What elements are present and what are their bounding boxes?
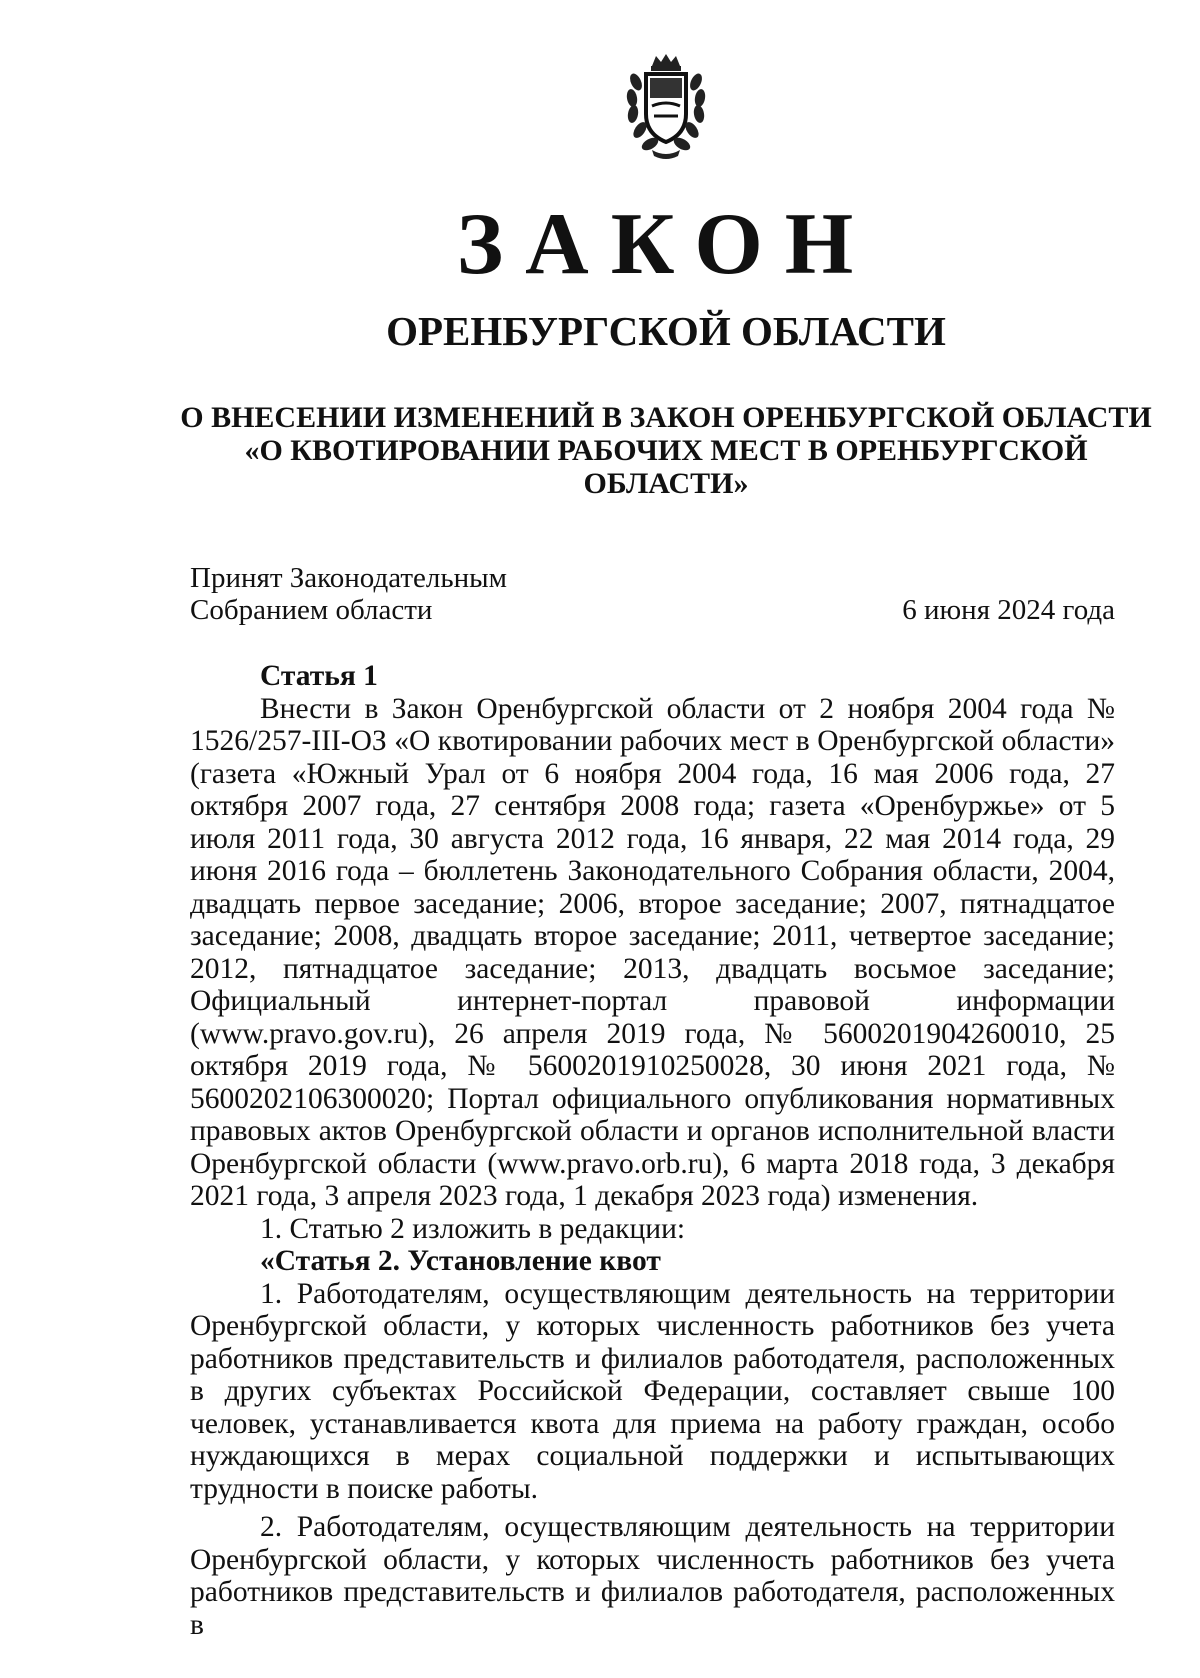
article-heading: Статья 1 [260, 660, 378, 692]
document-body [190, 660, 1115, 1641]
law-heading-line: «О КВОТИРОВАНИИ РАБОЧИХ МЕСТ В ОРЕНБУРГСКОЙ [244, 434, 1088, 467]
amendment-item: 1. Статью 2 изложить в редакции: [260, 1212, 686, 1245]
adoption-line: Принят Законодательным [190, 562, 507, 594]
article-intro-paragraph: Внести в Закон Оренбургской области от 2 ноября 2004 года № 1526/257-III-ОЗ «О квотировании рабочих мест в Оренбургской области» (газета «Южный Урал от 6 ноября 2004 года, 16 мая 2006 года, 27 октября 2007 года, 27 сентября 2008 года; газета «Оренбуржье» от 5 июля 2011 года, 30 августа 2012 года, 16 января, 22 мая 2014 года, 29 июня 2016 года – бюллетень Законодательного Собрания области, 2004, двадцать первое заседание; 2006, второе заседание; 2007, пятнадцатое заседание; 2008, двадцать второе заседание; 2011, четвертое заседание; 2012, пятнадцатое заседание; 2013, двадцать восьмое заседание; Официальный интернет-портал правовой информации (www.pravo.gov.ru), 26 апреля 2019 года, № 5600201904260010, 25 октября 2019 года, № 5600201910250028, 30 июня 2021 года, № 5600202106300020; Портал официального опубликования нормативных правовых актов Оренбургской области и органов исполнительной власти Оренбургской области (www.pravo.orb.ru), 6 марта 2018 года, 3 декабря 2021 года, 3 апреля 2023 года, 1 декабря 2023 года) изменения. [190, 692, 1115, 1212]
coat-of-arms-icon [618, 52, 714, 160]
article-point: 2. Работодателям, осуществляющим деятельность на территории Оренбургской области, у которых численность работников без учета работников представительств и филиалов работодателя, расположенных в [190, 1511, 1115, 1641]
article-point: 1. Работодателям, осуществляющим деятельность на территории Оренбургской области, у которых численность работников без учета работников представительств и филиалов работодателя, расположенных в других субъектах Российской Федерации, составляет свыше 100 человек, устанавливается квота для приема на работу граждан, особо нуждающихся в мерах социальной поддержки и испытывающих трудности в поиске работы. [190, 1277, 1115, 1505]
law-heading-line: ОБЛАСТИ» [583, 467, 749, 500]
quoted-article-heading: «Статья 2. Установление квот [260, 1245, 661, 1277]
region-title: ОРЕНБУРГСКОЙ ОБЛАСТИ [386, 308, 946, 354]
law-heading-line: О ВНЕСЕНИИ ИЗМЕНЕНИЙ В ЗАКОН ОРЕНБУРГСКОЙ ОБЛАСТИ [180, 401, 1152, 434]
document-type-title: ЗАКОН [456, 196, 876, 293]
adoption-statement [190, 562, 507, 626]
law-heading [170, 401, 1162, 500]
adoption-line: Собранием области [190, 594, 433, 626]
adoption-date: 6 июня 2024 года [902, 594, 1115, 626]
